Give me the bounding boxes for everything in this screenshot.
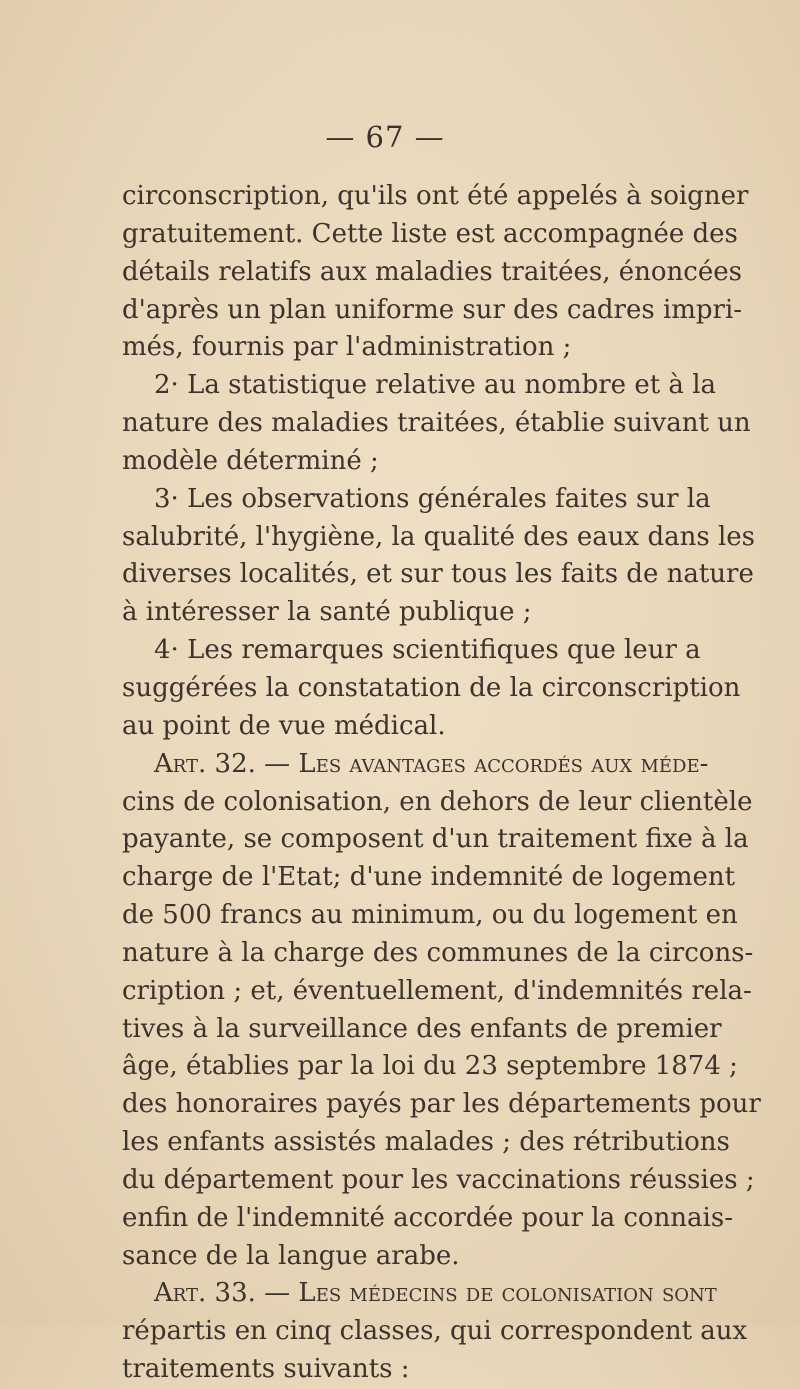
text-line: charge de l'Etat; d'une indemnité de logement [122,862,736,893]
text-line: répartis en cinq classes, qui correspondent aux [122,1316,748,1347]
body-text [122,178,761,1389]
text-line: au point de vue médical. [122,710,446,741]
text-line: tives à la surveillance des enfants de premier [122,1013,722,1044]
text-line: d'après un plan uniforme sur des cadres impri- [122,294,743,325]
text-line: Art. 33. — Les médecins de colonisation sont [154,1278,717,1309]
text-line: cription ; et, éventuellement, d'indemnités rela- [122,975,752,1006]
text-line: gratuitement. Cette liste est accompagnée des [122,218,738,249]
text-line: cins de colonisation, en dehors de leur clientèle [122,786,753,817]
text-line: circonscription, qu'ils ont été appelés à soigner [122,181,749,211]
text-line: nature des maladies traitées, établie suivant un [122,408,751,439]
text-line: de 500 francs au minimum, ou du logement en [122,900,738,931]
text-line: détails relatifs aux maladies traitées, énoncées [122,256,742,287]
text-line: enfin de l'indemnité accordée pour la connais- [122,1202,733,1233]
text-line: sance de la langue arabe. [122,1240,460,1271]
text-line: payante, se composent d'un traitement fixe à la [122,824,749,855]
text-line: nature à la charge des communes de la circons- [122,937,754,968]
text-line: suggérées la constatation de la circonscription [122,672,741,703]
text-line: des honoraires payés par les départements pour [122,1089,761,1120]
text-line: traitements suivants : [122,1354,410,1385]
text-line: Art. 32. — Les avantages accordés aux méde- [154,748,709,779]
text-line: salubrité, l'hygiène, la qualité des eaux dans les [122,521,756,552]
text-line: diverses localités, et sur tous les faits de nature [122,559,754,590]
text-line: les enfants assistés malades ; des rétributions [122,1127,730,1158]
text-line: du département pour les vaccinations réussies ; [122,1164,755,1195]
text-line: 4· Les remarques scientifiques que leur a [154,635,701,666]
text-line: més, fournis par l'administration ; [122,332,572,363]
text-line: à intéresser la santé publique ; [122,597,532,628]
page-number: — 67 — [325,120,445,154]
text-line: 2· La statistique relative au nombre et à la [154,370,717,401]
text-line: 3· Les observations générales faites sur la [154,483,711,514]
text-line: modèle déterminé ; [122,445,379,476]
text-line: âge, établies par la loi du 23 septembre 1874 ; [122,1051,738,1082]
